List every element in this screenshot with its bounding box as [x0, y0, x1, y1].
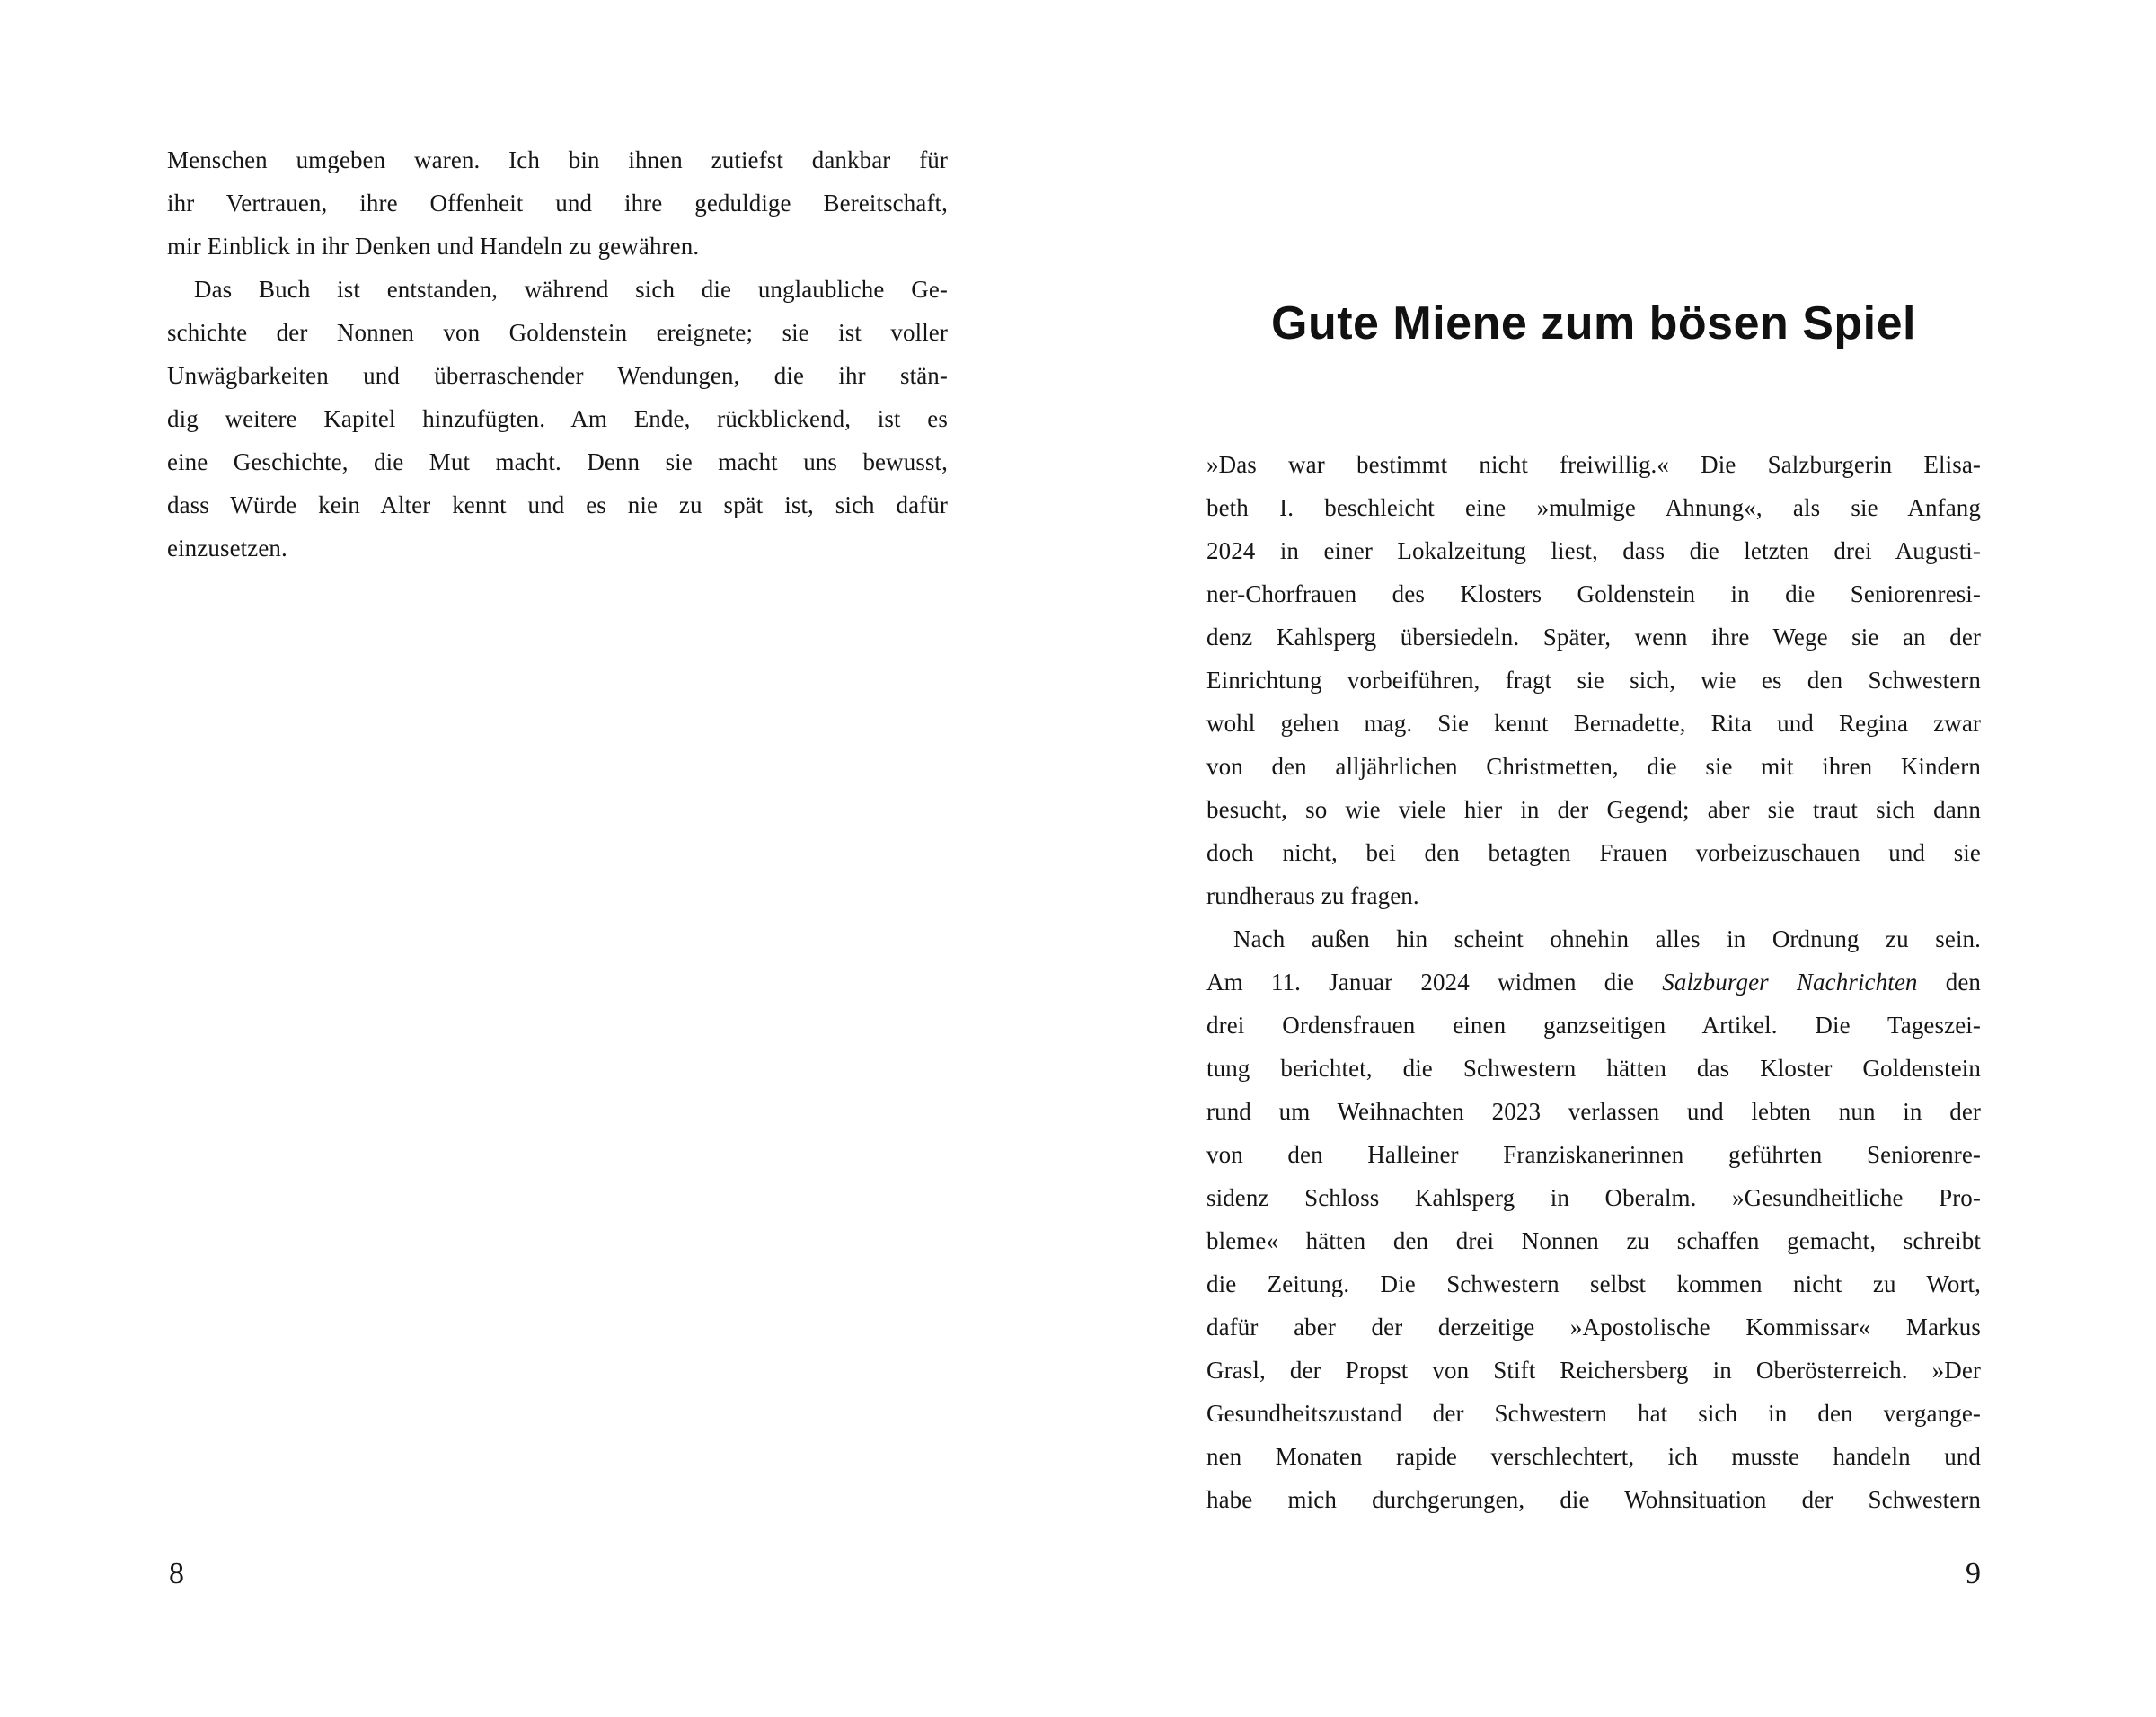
text-line: ihr Vertrauen, ihre Offenheit und ihre geduldige Bereitschaft,	[167, 190, 948, 217]
text-line: »Das war bestimmt nicht freiwillig.« Die Salzburgerin Elisa-	[1206, 451, 1981, 478]
text-line: 2024 in einer Lokalzeitung liest, dass die letzten drei Augusti-	[1206, 537, 1981, 564]
text-line: denz Kahlsperg übersiedeln. Später, wenn ihre Wege sie an der	[1206, 624, 1981, 651]
text-line: Am 11. Januar 2024 widmen die Salzburger Nachrichten den	[1206, 969, 1982, 996]
chapter-title: Gute Miene zum bösen Spiel	[1271, 297, 1916, 350]
text-line: rund um Weihnachten 2023 verlassen und lebten nun in der	[1206, 1098, 1981, 1125]
text-line: rundheraus zu fragen.	[1206, 882, 1419, 909]
text-line: nen Monaten rapide verschlechtert, ich musste handeln und	[1206, 1443, 1981, 1470]
text-line: drei Ordensfrauen einen ganzseitigen Artikel. Die Tageszei-	[1206, 1012, 1981, 1039]
text-line: besucht, so wie viele hier in der Gegend; aber sie traut sich dann	[1206, 796, 1981, 823]
right-page-text-block	[1206, 443, 1981, 1521]
text-line: Menschen umgeben waren. Ich bin ihnen zutiefst dankbar für	[167, 146, 948, 173]
text-line: tung berichtet, die Schwestern hätten das Kloster Goldenstein	[1206, 1055, 1981, 1082]
text-line: Nach außen hin scheint ohnehin alles in Ordnung zu sein.	[1233, 925, 1981, 952]
italic-text: Salzburger Nachrichten	[1662, 969, 1918, 996]
text-line: Grasl, der Propst von Stift Reichersberg in Oberösterreich. »Der	[1206, 1357, 1981, 1384]
left-page-number: 8	[169, 1557, 184, 1590]
left-page-text-block	[167, 138, 948, 570]
paragraph	[1206, 917, 1981, 1521]
text-line: Gesundheitszustand der Schwestern hat sich in den vergange-	[1206, 1400, 1981, 1427]
paragraph	[167, 138, 948, 268]
text-line: beth I. beschleicht eine »mulmige Ahnung«, als sie Anfang	[1206, 494, 1981, 521]
text-line: dig weitere Kapitel hinzufügten. Am Ende, rückblickend, ist es	[167, 405, 948, 432]
text-line: Unwägbarkeiten und überraschender Wendungen, die ihr stän-	[167, 362, 948, 389]
text-line: bleme« hätten den drei Nonnen zu schaffen gemacht, schreibt	[1206, 1227, 1981, 1254]
text-line: Das Buch ist entstanden, während sich die unglaubliche Ge-	[194, 276, 948, 303]
text-line: mir Einblick in ihr Denken und Handeln zu gewähren.	[167, 233, 700, 260]
text-line: einzusetzen.	[167, 535, 287, 562]
text-line: schichte der Nonnen von Goldenstein ereignete; sie ist voller	[167, 319, 948, 346]
text-line: doch nicht, bei den betagten Frauen vorbeizuschauen und sie	[1206, 839, 1981, 866]
paragraph	[167, 268, 948, 570]
text-line: Einrichtung vorbeiführen, fragt sie sich, wie es den Schwestern	[1206, 667, 1981, 694]
right-page-number: 9	[1966, 1557, 1981, 1590]
text-line: sidenz Schloss Kahlsperg in Oberalm. »Gesundheitliche Pro-	[1206, 1184, 1981, 1211]
text-line: habe mich durchgerungen, die Wohnsituation der Schwestern	[1206, 1486, 1981, 1513]
text-line: von den Halleiner Franziskanerinnen geführten Seniorenre-	[1206, 1141, 1981, 1168]
text-line: wohl gehen mag. Sie kennt Bernadette, Rita und Regina zwar	[1206, 710, 1981, 737]
text-line: von den alljährlichen Christmetten, die sie mit ihren Kindern	[1206, 753, 1981, 780]
text-line: die Zeitung. Die Schwestern selbst kommen nicht zu Wort,	[1206, 1270, 1981, 1297]
text-line: ner-Chorfrauen des Klosters Goldenstein in die Seniorenresi-	[1206, 580, 1981, 607]
text-line: dass Würde kein Alter kennt und es nie zu spät ist, sich dafür	[167, 491, 948, 518]
text-line: dafür aber der derzeitige »Apostolische Kommissar« Markus	[1206, 1314, 1981, 1341]
text-line: eine Geschichte, die Mut macht. Denn sie macht uns bewusst,	[167, 448, 948, 475]
right-page	[1078, 0, 2156, 1717]
paragraph	[1206, 443, 1981, 917]
